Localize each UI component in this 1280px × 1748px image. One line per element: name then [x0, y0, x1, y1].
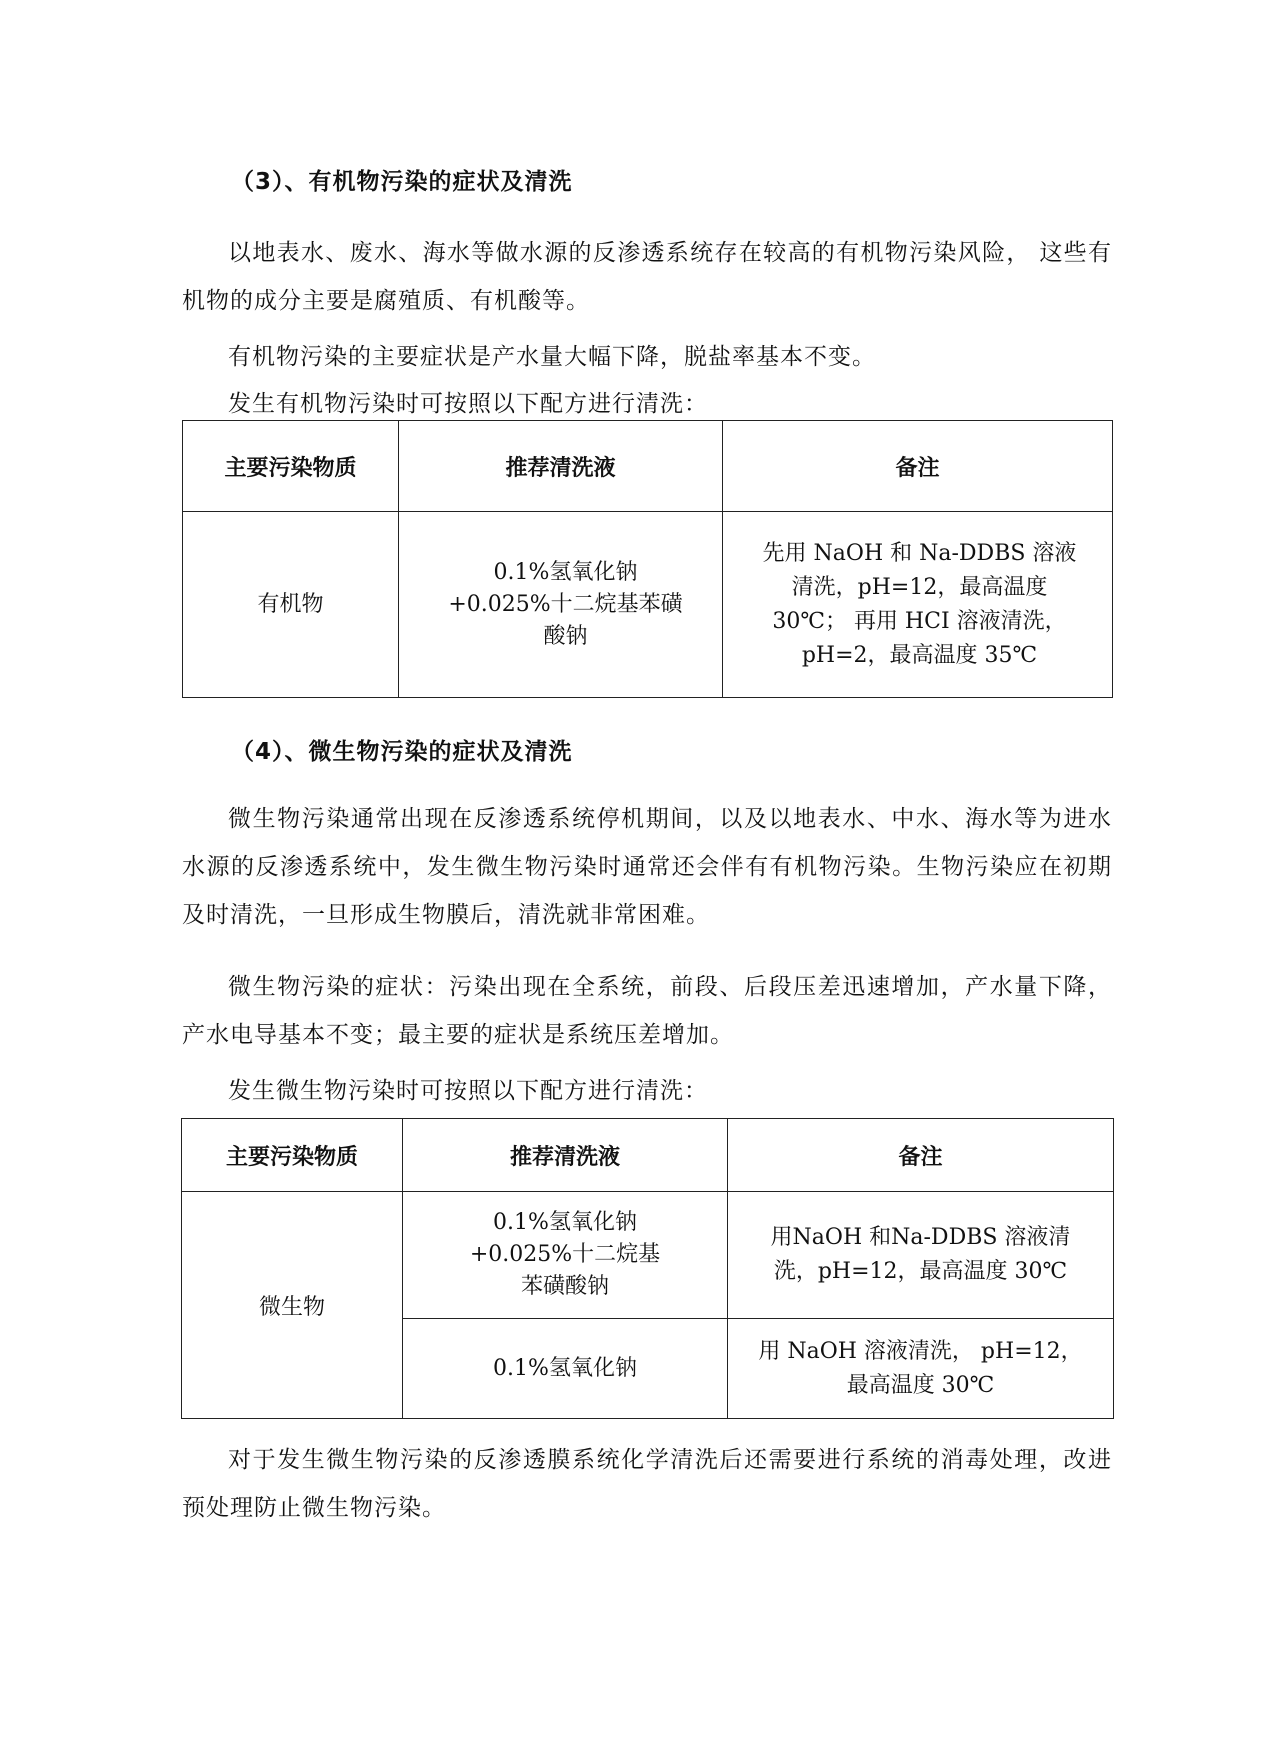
cell-solution: 0.1%氢氧化钠+0.025%十二烷基苯磺酸钠	[399, 512, 723, 698]
cell-solution: 0.1%氢氧化钠	[403, 1319, 728, 1419]
table-row	[183, 512, 1113, 698]
section3-paragraph-1: 以地表水、废水、海水等做水源的反渗透系统存在较高的有机物污染风险， 这些有机物的成分主要是腐殖质、有机酸等。	[182, 240, 1112, 314]
cell-substance: 微生物	[182, 1192, 403, 1419]
section3-heading: （3）、有机物污染的症状及清洗	[231, 169, 573, 195]
header-solution: 推荐清洗液	[403, 1119, 728, 1192]
section4-paragraph-2: 微生物污染的症状：污染出现在全系统，前段、后段压差迅速增加，产水量下降，产水电导基本不变；最主要的症状是系统压差增加。	[182, 974, 1112, 1048]
section3-paragraph-2: 有机物污染的主要症状是产水量大幅下降，脱盐率基本不变。	[228, 344, 876, 370]
cell-note: 先用 NaOH 和 Na-DDBS 溶液清洗，pH=12，最高温度30℃； 再用 HCI 溶液清洗，pH=2，最高温度 35℃	[723, 512, 1113, 698]
header-note: 备注	[728, 1119, 1114, 1192]
section4-paragraph-1: 微生物污染通常出现在反渗透系统停机期间，以及以地表水、中水、海水等为进水水源的反渗透系统中，发生微生物污染时通常还会伴有有机物污染。生物污染应在初期及时清洗，一旦形成生物膜后，清洗就非常困难。	[182, 806, 1112, 928]
cell-substance: 有机物	[183, 512, 399, 698]
header-note: 备注	[723, 421, 1113, 512]
section3-table	[182, 420, 1113, 698]
header-solution: 推荐清洗液	[399, 421, 723, 512]
section4-table	[181, 1118, 1114, 1419]
table-header-row	[183, 421, 1113, 512]
header-substance: 主要污染物质	[183, 421, 399, 512]
cell-note: 用NaOH 和Na-DDBS 溶液清洗，pH=12，最高温度 30℃	[728, 1192, 1114, 1319]
table-header-row	[182, 1119, 1114, 1192]
section4-heading: （4）、微生物污染的症状及清洗	[231, 739, 573, 765]
cell-note: 用 NaOH 溶液清洗， pH=12，最高温度 30℃	[728, 1319, 1114, 1419]
section4-paragraph-3: 发生微生物污染时可按照以下配方进行清洗：	[228, 1078, 708, 1104]
header-substance: 主要污染物质	[182, 1119, 403, 1192]
cell-solution: 0.1%氢氧化钠+0.025%十二烷基苯磺酸钠	[403, 1192, 728, 1319]
section4-paragraph-4: 对于发生微生物污染的反渗透膜系统化学清洗后还需要进行系统的消毒处理，改进预处理防止微生物污染。	[182, 1447, 1112, 1521]
table-row	[182, 1192, 1114, 1319]
section3-paragraph-3: 发生有机物污染时可按照以下配方进行清洗：	[228, 391, 708, 417]
